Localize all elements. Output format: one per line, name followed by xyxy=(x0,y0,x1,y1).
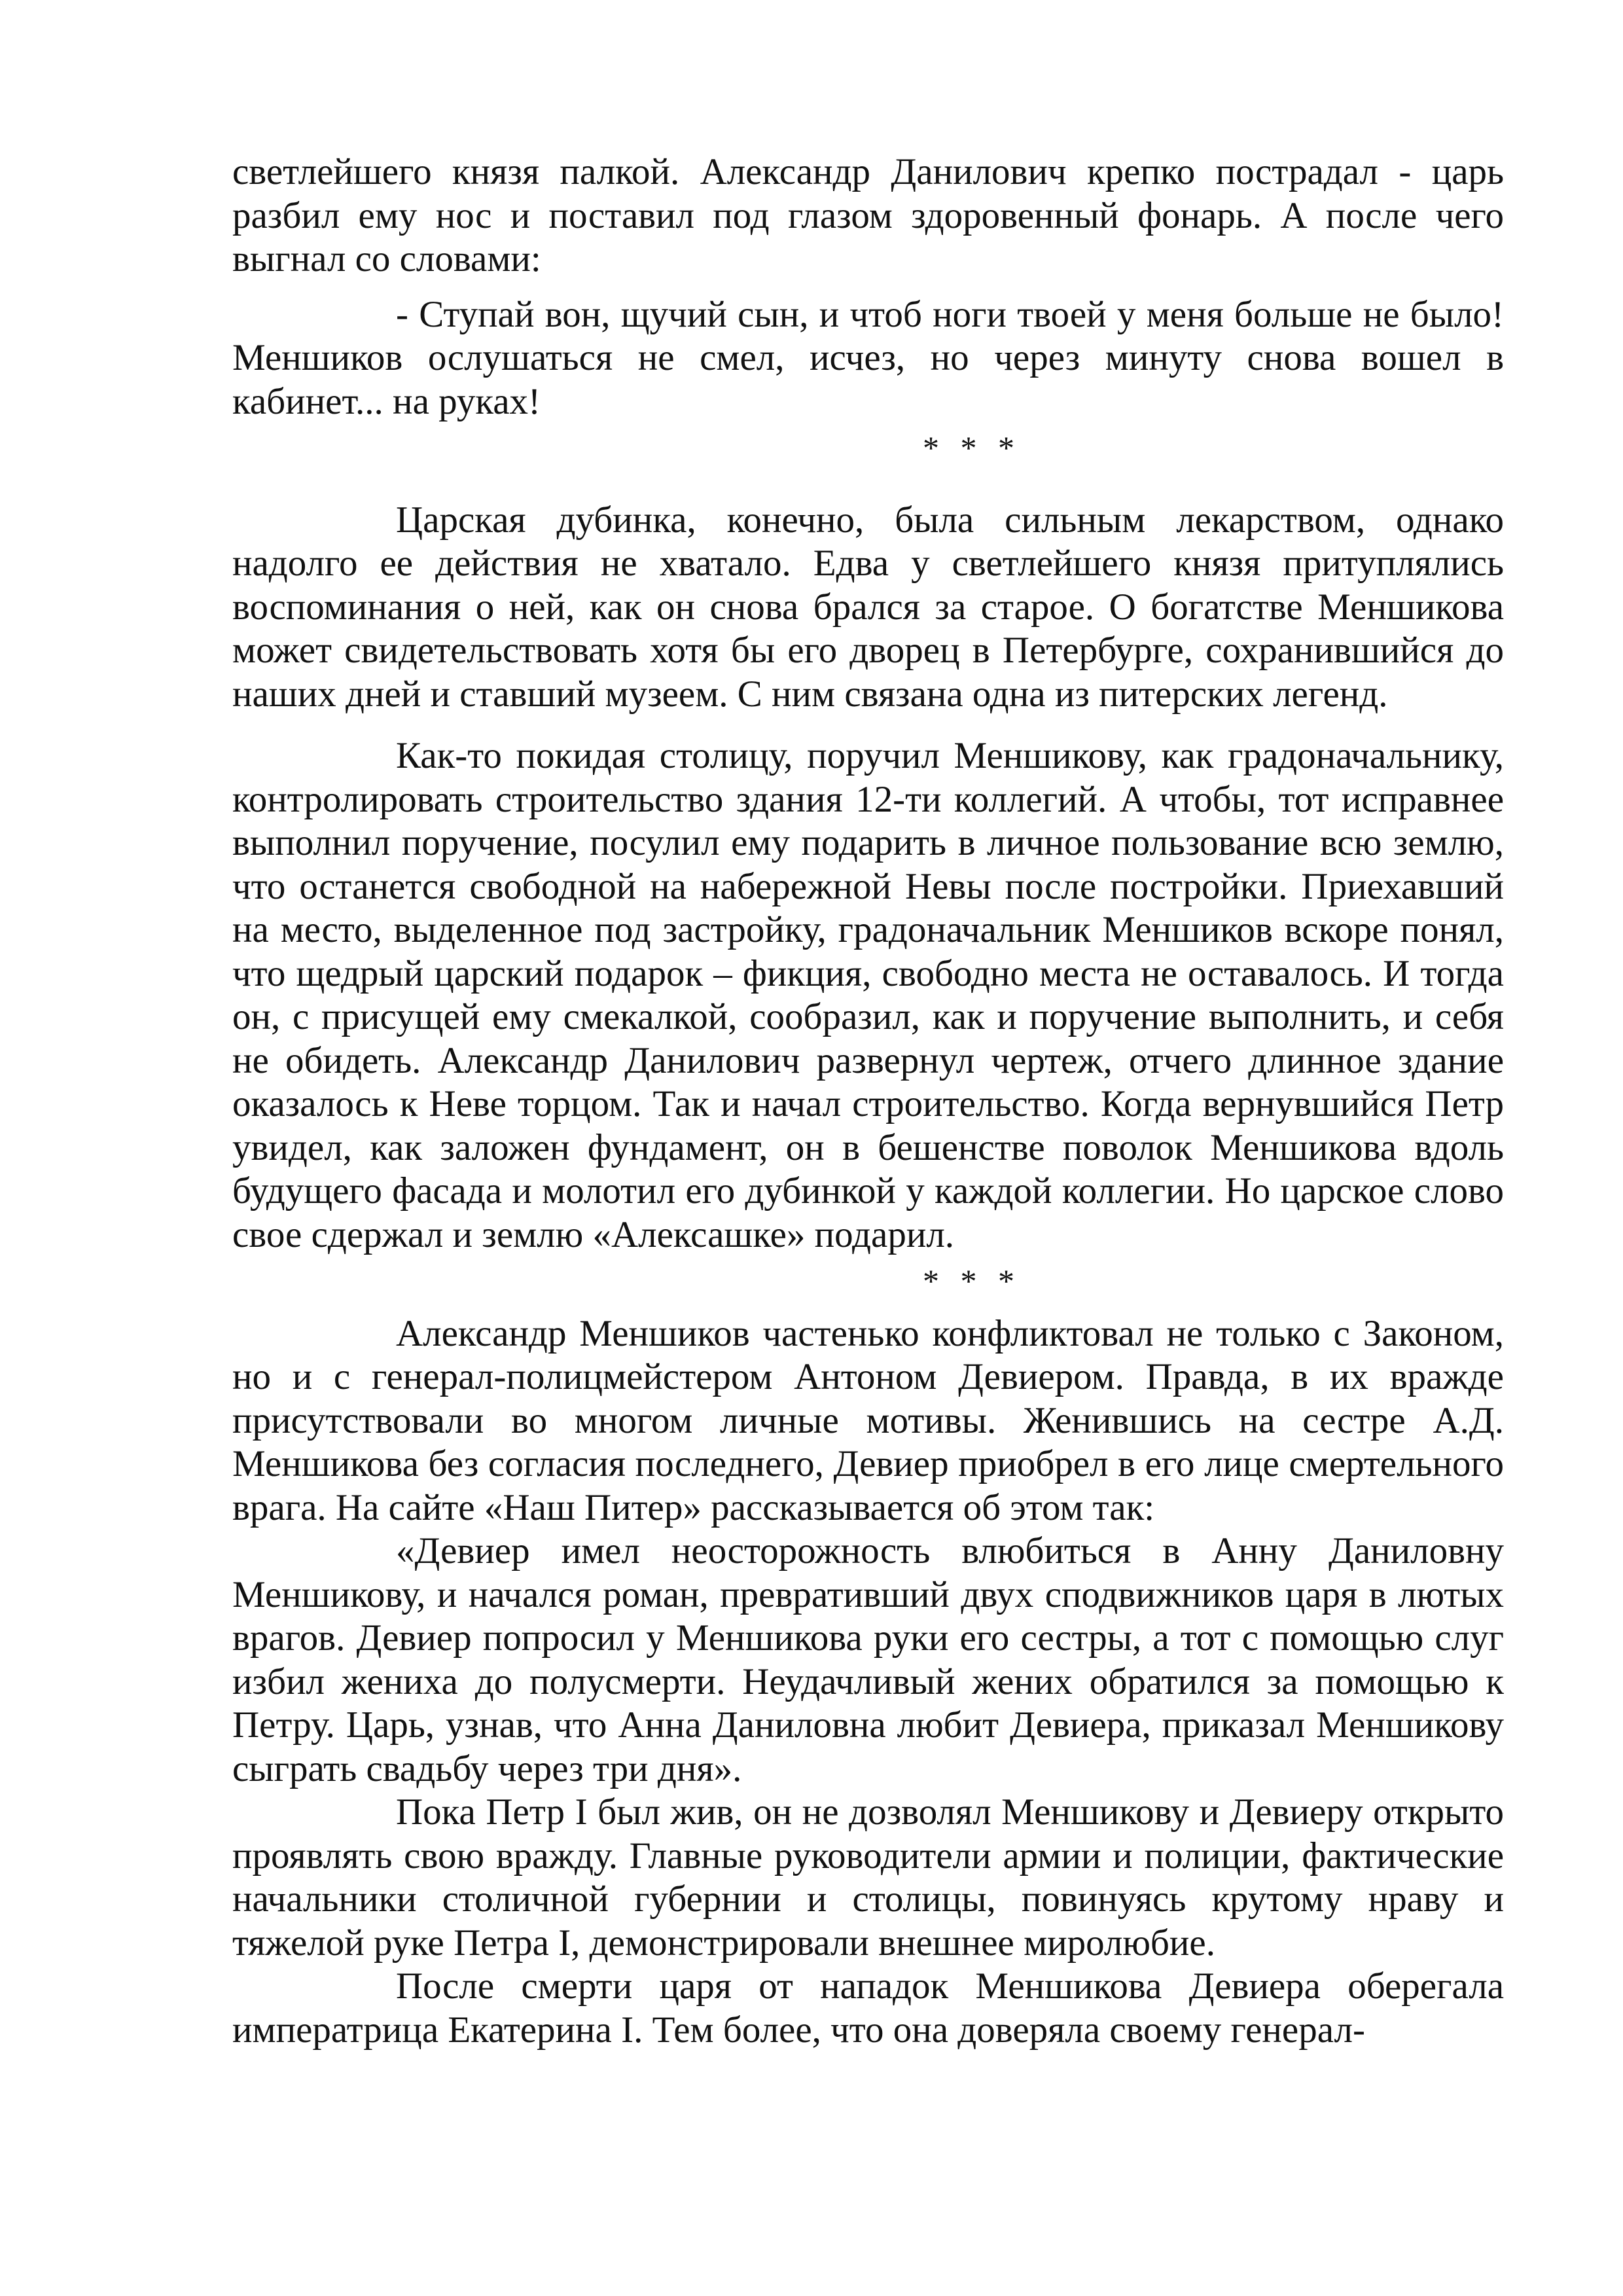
section-separator: * * * xyxy=(923,429,1021,466)
paragraph-peter-alive: Пока Петр I был жив, он не дозволял Меншикову и Девиеру открыто проявлять свою вражду. Главные руководители армии и полиции, фактические начальники столичной губернии и столицы, повинуясь крутому нраву и тяжелой руке Петра I, демонстрировали внешнее миролюбие. xyxy=(232,1791,1504,1964)
section-separator: * * * xyxy=(923,1263,1021,1299)
paragraph-devier-conflict: Александр Меншиков частенько конфликтовал не только с Законом, но и с генерал-полицмейстером Антоном Девиером. Правда, в их вражде присутствовали во многом личные мотивы. Женившись на сестре А.Д. Меншикова без согласия последнего, Девиер приобрел в его лице смертельного врага. На сайте «Наш Питер» рассказывается об этом так: xyxy=(232,1312,1504,1528)
paragraph-nash-piter-quote: «Девиер имел неосторожность влюбиться в Анну Даниловну Меншикову, и начался роман, превративший двух сподвижников царя в лютых врагов. Девиер попросил у Меншикова руки его сестры, а тот с помощью слуг избил жениха до полусмерти. Неудачливый жених обратился за помощью к Петру. Царь, узнав, что Анна Даниловна любит Девиера, приказал Меншикову сыграть свадьбу через три дня». xyxy=(232,1530,1504,1789)
paragraph-tsar-club: Царская дубинка, конечно, была сильным лекарством, однако надолго ее действия не хватало. Едва у светлейшего князя притуплялись воспоминания о ней, как он снова брался за старое. О богатстве Меншикова может свидетельствовать хотя бы его дворец в Петербурге, сохранившийся до наших дней и ставший музеем. С ним связана одна из питерских легенд. xyxy=(232,499,1504,715)
paragraph-quote-peter: - Ступай вон, щучий сын, и чтоб ноги твоей у меня больше не было! Меншиков ослушаться не смел, исчез, но через минуту снова вошел в кабинет... на руках! xyxy=(232,293,1504,422)
paragraph-twelve-colleges: Как-то покидая столицу, поручил Меншикову, как градоначальнику, контролировать строительство здания 12-ти коллегий. А чтобы, тот исправнее выполнил поручение, посулил ему подарить в личное пользование всю землю, что останется свободной на набережной Невы после постройки. Приехавший на место, выделенное под застройку, градоначальник Меншиков вскоре понял, что щедрый царский подарок – фикция, свободно места не оставалось. И тогда он, с присущей ему смекалкой, сообразил, как и поручение выполнить, и себя не обидеть. Александр Данилович развернул чертеж, отчего длинное здание оказалось к Неве торцом. Так и начал строительство. Когда вернувшийся Петр увидел, как заложен фундамент, он в бешенстве поволок Меншикова вдоль будущего фасада и молотил его дубинкой у каждой коллегии. Но царское слово свое сдержал и землю «Алексашке» подарил. xyxy=(232,735,1504,1255)
document-page xyxy=(232,151,1504,2052)
paragraph-after-death: После смерти царя от нападок Меншикова Девиера оберегала императрица Екатерина I. Тем более, что она доверяла своему генерал- xyxy=(232,1965,1504,2051)
paragraph-continuation: светлейшего князя палкой. Александр Данилович крепко пострадал - царь разбил ему нос и поставил под глазом здоровенный фонарь. А после чего выгнал со словами: xyxy=(232,151,1504,279)
